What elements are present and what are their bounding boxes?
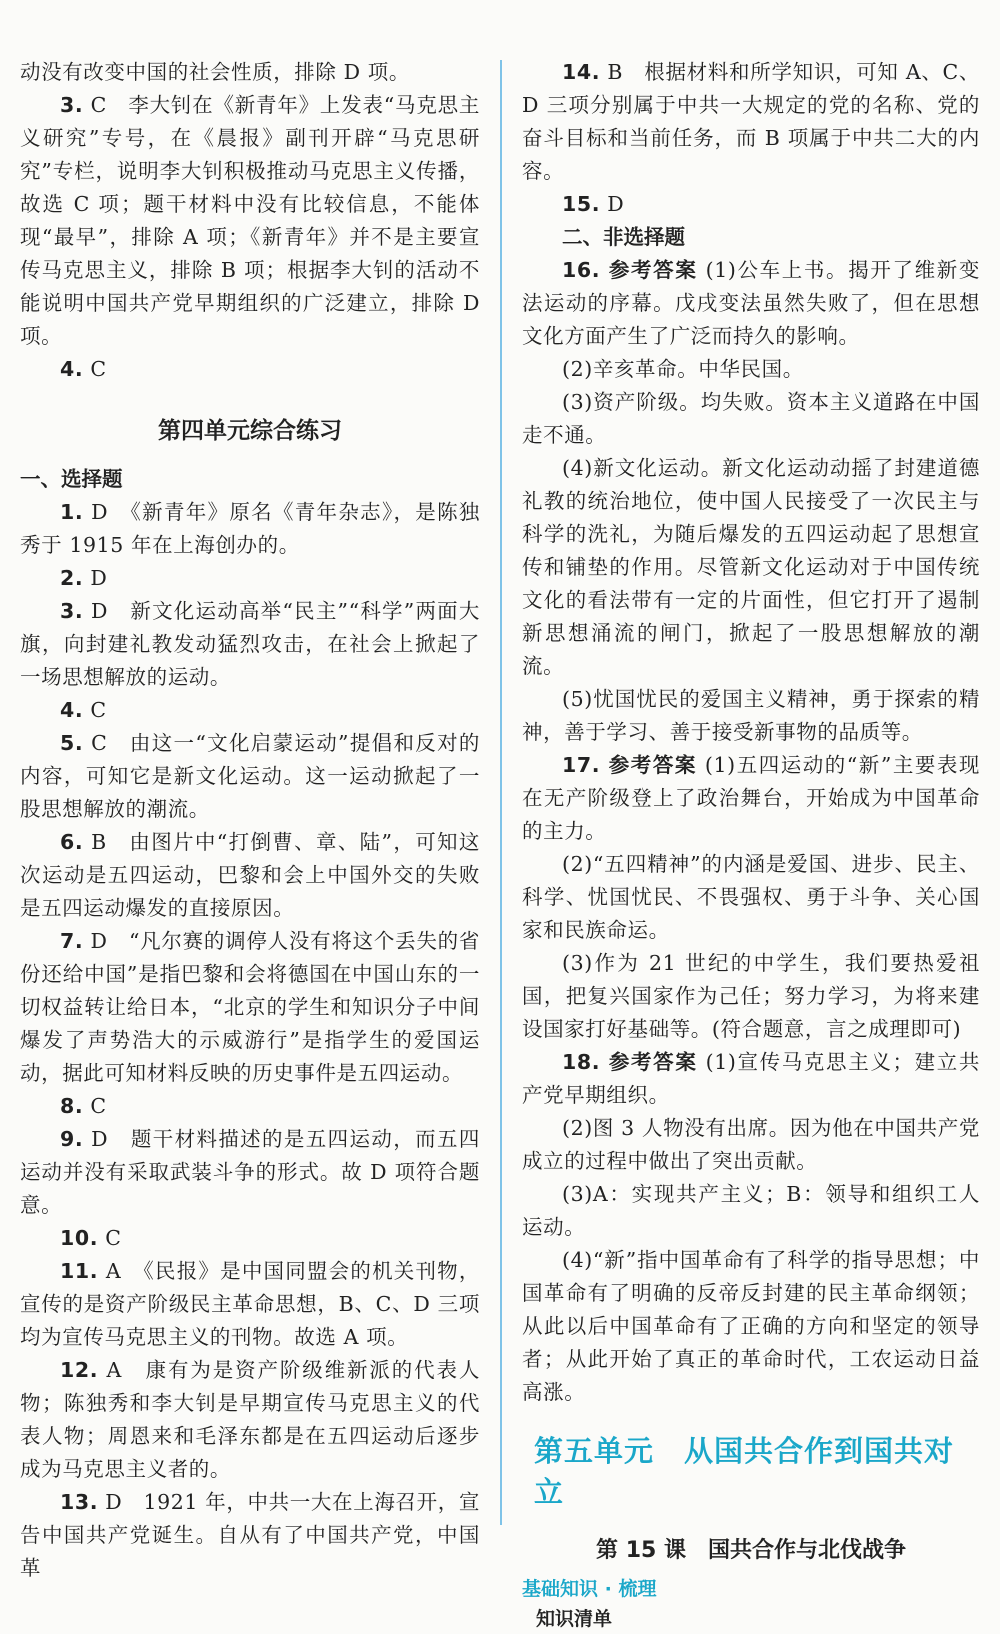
section-band: 基础知识 · 梳理 — [522, 1578, 657, 1600]
part-heading-choice: 一、选择题 — [20, 467, 123, 491]
answer-16-5: (5)忧国忧民的爱国主义精神，勇于探索的精神，善于学习、善于接受新事物的品质等。 — [522, 687, 980, 744]
answer-4: 4. C — [60, 357, 107, 381]
column-divider — [500, 60, 502, 1525]
answer-16: 16. 参考答案 (1)公车上书。揭开了维新变法运动的序幕。戊戌变法虽然失败了，但在思想文化方面产生了广泛而持久的影响。 — [522, 258, 980, 348]
answer-item: 8. C — [60, 1094, 107, 1118]
knowledge-list-heading: 知识清单 — [536, 1608, 613, 1630]
answer-17-2: (2)“五四精神”的内涵是爱国、进步、民主、科学、忧国忧民、不畏强权、勇于斗争、关心国家和民族命运。 — [522, 852, 980, 942]
answer-item: 9. D 题干材料描述的是五四运动，而五四运动并没有采取武装斗争的形式。故 D 项符合题意。 — [20, 1127, 480, 1217]
answer-15: 15. D — [562, 192, 625, 216]
answer-3: 3. C 李大钊在《新青年》上发表“马克思主义研究”专号，在《晨报》副刊开辟“马克思研究”专栏，说明李大钊积极推动马克思主义传播，故选 C 项；题干材料中没有比较信息，不能体现“最早”，排除 A 项；《新青年》并不是主要宣传马克思主义，排除 B 项；根据李大钊的活动不能说明中国共产党早期组织的广泛建立，排除 D 项。 — [20, 93, 480, 348]
lesson-title: 第 15 课 国共合作与北伐战争 — [596, 1538, 906, 1563]
answer-14: 14. B 根据材料和所学知识，可知 A、C、D 三项分别属于中共一大规定的党的名称、党的奋斗目标和当前任务，而 B 项属于中共二大的内容。 — [522, 60, 980, 183]
left-column — [20, 56, 480, 1585]
answer-item: 7. D “凡尔赛的调停人没有将这个丢失的省份还给中国”是指巴黎和会将德国在中国山东的一切权益转让给日本，“北京的学生和知识分子中间爆发了声势浩大的示威游行”是指学生的爱国运动，据此可知材料反映的历史事件是五四运动。 — [20, 929, 480, 1085]
answer-18: 18. 参考答案 (1)宣传马克思主义；建立共产党早期组织。 — [522, 1050, 980, 1107]
answer-item: 12. A 康有为是资产阶级维新派的代表人物；陈独秀和李大钊是早期宣传马克思主义的代表人物；周恩来和毛泽东都是在五四运动后逐步成为马克思主义者的。 — [20, 1358, 480, 1481]
answer-item: 4. C — [60, 698, 107, 722]
answer-item: 2. D — [60, 566, 108, 590]
answer-item: 10. C — [60, 1226, 122, 1250]
answer-17: 17. 参考答案 (1)五四运动的“新”主要表现在无产阶级登上了政治舞台，开始成为中国革命的主力。 — [522, 753, 981, 843]
answer-18-4: (4)“新”指中国革命有了科学的指导思想；中国革命有了明确的反帝反封建的民主革命纲领；从此以后中国革命有了正确的方向和坚定的领导者；从此开始了真正的革命时代，工农运动日益高涨。 — [522, 1248, 980, 1404]
answer-item: 11. A 《民报》是中国同盟会的机关刊物，宣传的是资产阶级民主革命思想，B、C、D 三项均为宣传马克思主义的刊物。故选 A 项。 — [20, 1259, 480, 1349]
answer-18-2: (2)图 3 人物没有出席。因为他在中国共产党成立的过程中做出了突出贡献。 — [522, 1116, 980, 1173]
answer-item: 6. B 由图片中“打倒曹、章、陆”，可知这次运动是五四运动，巴黎和会上中国外交的失败是五四运动爆发的直接原因。 — [20, 830, 480, 920]
answer-item: 13. D 1921 年，中共一大在上海召开，宣告中国共产党诞生。自从有了中国共产党，中国革 — [20, 1490, 480, 1580]
paragraph: 动没有改变中国的社会性质，排除 D 项。 — [20, 60, 410, 84]
part-heading-nonchoice: 二、非选择题 — [562, 225, 685, 249]
answer-17-3: (3)作为 21 世纪的中学生，我们要热爱祖国，把复兴国家作为己任；努力学习，为将来建设国家打好基础等。(符合题意，言之成理即可) — [522, 951, 980, 1041]
answer-18-3: (3)A：实现共产主义；B：领导和组织工人运动。 — [522, 1182, 980, 1239]
answer-item: 3. D 新文化运动高举“民主”“科学”两面大旗，向封建礼教发动猛烈攻击，在社会上掀起了一场思想解放的运动。 — [20, 599, 480, 689]
right-column — [522, 56, 980, 1634]
section-title: 第四单元综合练习 — [158, 418, 342, 444]
answer-item: 5. C 由这一“文化启蒙运动”提倡和反对的内容，可知它是新文化运动。这一运动掀起了一股思想解放的潮流。 — [20, 731, 480, 821]
answer-item: 1. D 《新青年》原名《青年杂志》，是陈独秀于 1915 年在上海创办的。 — [20, 500, 480, 557]
answer-16-3: (3)资产阶级。均失败。资本主义道路在中国走不通。 — [522, 390, 980, 447]
answer-16-2: (2)辛亥革命。中华民国。 — [562, 357, 804, 381]
answer-16-4: (4)新文化运动。新文化运动动摇了封建道德礼教的统治地位，使中国人民接受了一次民主与科学的洗礼，为随后爆发的五四运动起了思想宣传和铺垫的作用。尽管新文化运动对于中国传统文化的看法带有一定的片面性，但它打开了遏制新思想涌流的闸门，掀起了一股思想解放的潮流。 — [522, 456, 980, 678]
unit-title: 第五单元 从国共合作到国共对立 — [534, 1434, 955, 1509]
